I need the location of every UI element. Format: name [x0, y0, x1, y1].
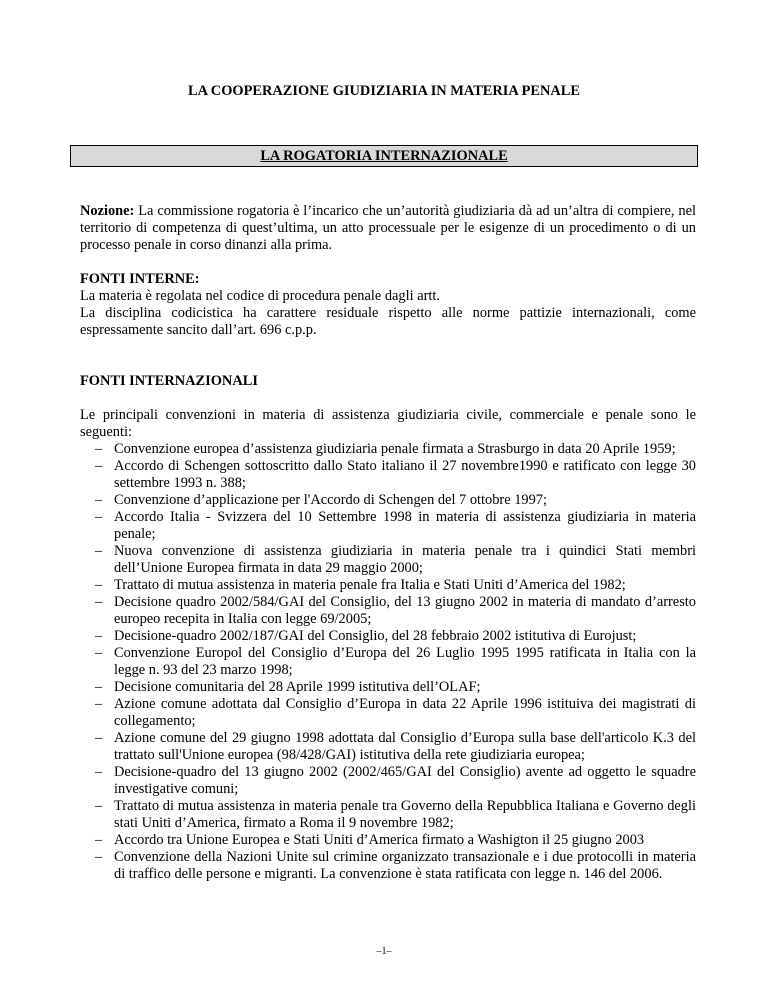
- list-item: – Accordo di Schengen sottoscritto dallo Stato italiano il 27 novembre1990 e ratificato con legge 30 settembre 1993 n. 388;: [114, 458, 696, 492]
- list-item: – Trattato di mutua assistenza in materia penale tra Governo della Repubblica Italiana e Governo degli stati Uniti d’America, firmato a Roma il 9 novembre 1982;: [114, 798, 696, 832]
- list-item: – Convenzione d’applicazione per l'Accordo di Schengen del 7 ottobre 1997;: [114, 492, 696, 509]
- list-item: – Convenzione Europol del Consiglio d’Europa del 26 Luglio 1995 1995 ratificata in Italia con la legge n. 93 del 23 marzo 1998;: [114, 645, 696, 679]
- section-heading-box: [70, 145, 698, 167]
- list-item: – Trattato di mutua assistenza in materia penale fra Italia e Stati Uniti d’America del 1982;: [114, 577, 696, 594]
- nozione-paragraph: [80, 203, 696, 254]
- fonti-internazionali-heading: FONTI INTERNAZIONALI: [80, 373, 258, 389]
- list-item: – Convenzione europea d’assistenza giudiziaria penale firmata a Strasburgo in data 20 Aprile 1959;: [114, 441, 696, 458]
- fonti-interne-line2: La disciplina codicistica ha carattere residuale rispetto alle norme pattizie internazionali, come espressamente sancito dall’art. 696 c.p.p.: [80, 305, 696, 338]
- list-item: – Accordo Italia - Svizzera del 10 Settembre 1998 in materia di assistenza giudiziaria in materia penale;: [114, 509, 696, 543]
- fonti-interne-heading: FONTI INTERNE:: [80, 271, 200, 287]
- nozione-label: Nozione:: [80, 203, 135, 219]
- fonti-interne-section: [80, 271, 696, 339]
- list-item: – Convenzione della Nazioni Unite sul crimine organizzato transazionale e i due protocolli in materia di traffico delle persone e migranti. La convenzione è stata ratificata con legge n. 146 del 2006.: [114, 849, 696, 883]
- page-number: –1–: [376, 946, 392, 957]
- fonti-internazionali-intro: Le principali convenzioni in materia di assistenza giudiziaria civile, commerciale e penale sono le seguenti:: [80, 407, 696, 440]
- list-item: – Nuova convenzione di assistenza giudiziaria in materia penale tra i quindici Stati membri dell’Unione Europea firmata in data 29 maggio 2000;: [114, 543, 696, 577]
- fonti-interne-line1: La materia è regolata nel codice di procedura penale dagli artt.: [80, 288, 440, 304]
- document-title: LA COOPERAZIONE GIUDIZIARIA IN MATERIA PENALE: [188, 83, 580, 99]
- section-heading: LA ROGATORIA INTERNAZIONALE: [260, 148, 508, 164]
- list-item: – Decisione-quadro 2002/187/GAI del Consiglio, del 28 febbraio 2002 istitutiva di Eurojust;: [114, 628, 696, 645]
- list-item: – Decisione-quadro del 13 giugno 2002 (2002/465/GAI del Consiglio) avente ad oggetto le squadre investigative comuni;: [114, 764, 696, 798]
- conventions-list: [80, 441, 696, 883]
- list-item: – Decisione quadro 2002/584/GAI del Consiglio, del 13 giugno 2002 in materia di mandato d’arresto europeo recepita in Italia con legge 69/2005;: [114, 594, 696, 628]
- list-item: – Accordo tra Unione Europea e Stati Uniti d’America firmato a Washigton il 25 giugno 2003: [114, 832, 696, 849]
- list-item: – Azione comune del 29 giugno 1998 adottata dal Consiglio d’Europa sulla base dell'articolo K.3 del trattato sull'Unione europea (98/428/GAI) istitutiva della rete giudiziaria europea;: [114, 730, 696, 764]
- list-item: – Azione comune adottata dal Consiglio d’Europa in data 22 Aprile 1996 istituiva dei magistrati di collegamento;: [114, 696, 696, 730]
- document-body: [80, 203, 696, 883]
- nozione-text: La commissione rogatoria è l’incarico che un’autorità giudiziaria dà ad un’altra di compiere, nel territorio di competenza di quest’ultima, un atto processuale per le esigenze di un procedimento o di un processo penale in corso dinanzi alla prima.: [80, 203, 696, 253]
- list-item: – Decisione comunitaria del 28 Aprile 1999 istitutiva dell’OLAF;: [114, 679, 696, 696]
